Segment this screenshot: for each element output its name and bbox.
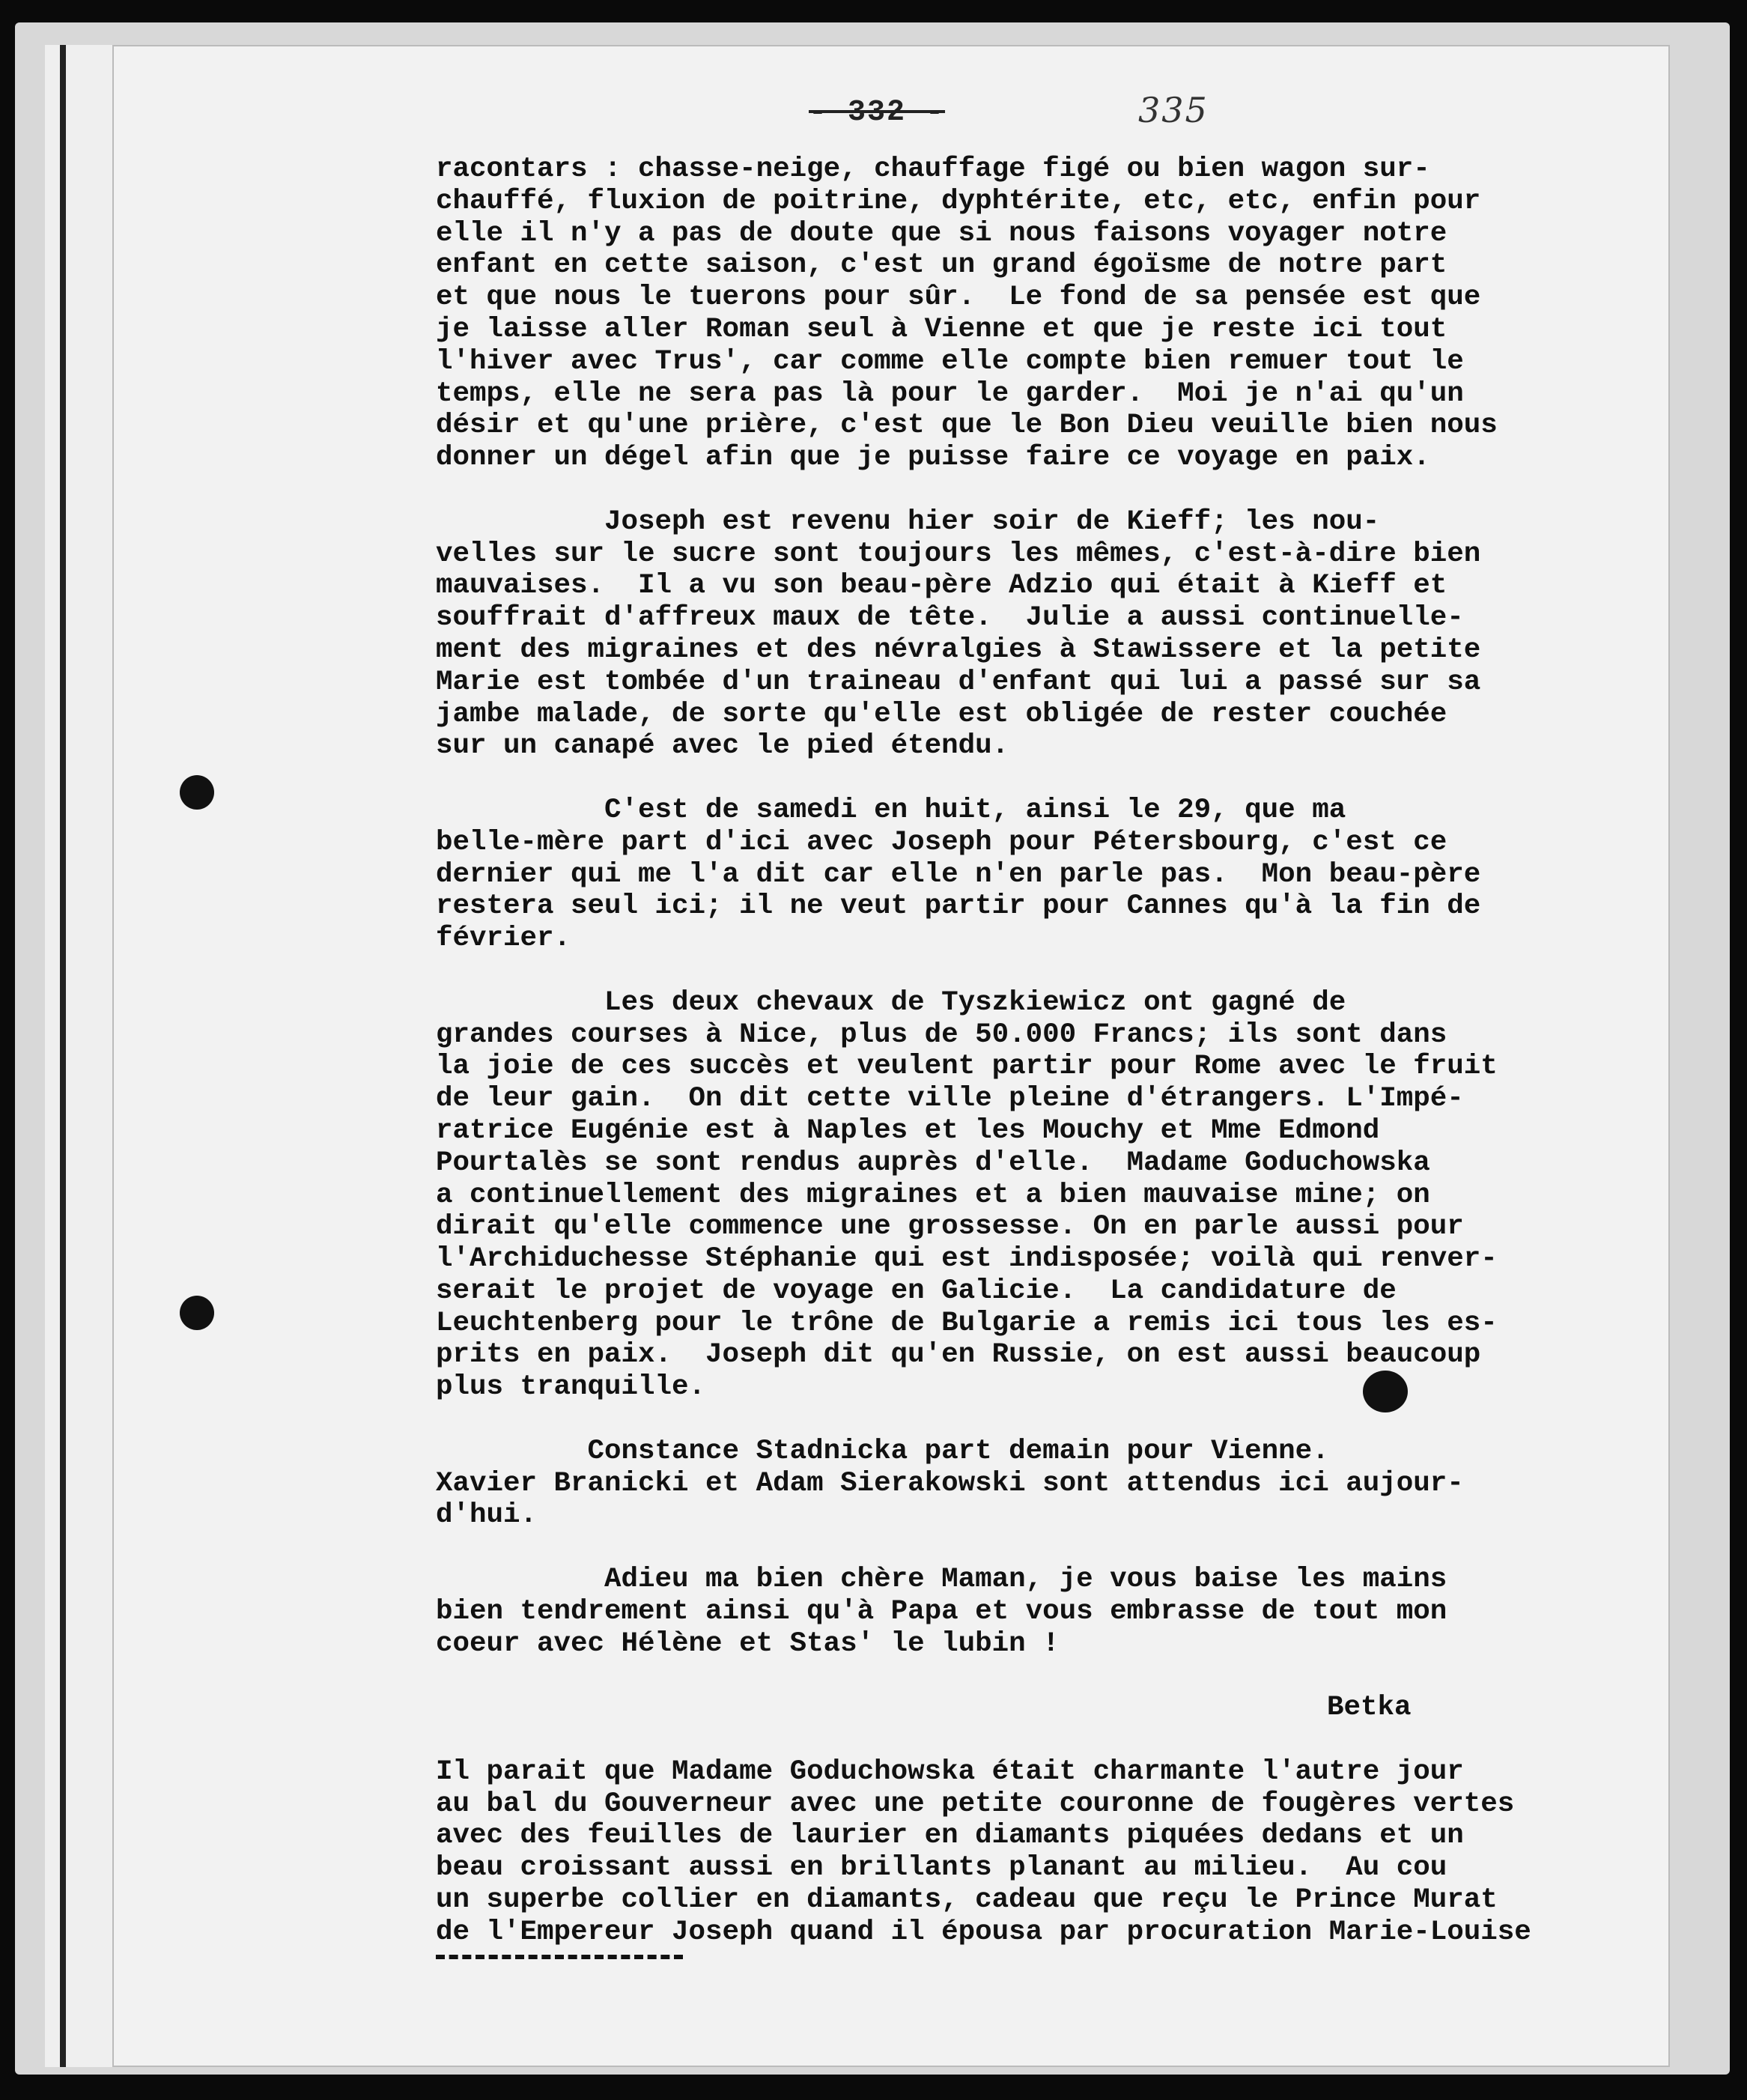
text-line: C'est de samedi en huit, ainsi le 29, que ma [436, 794, 1346, 826]
dashed-rule [436, 1955, 683, 1959]
text-line: donner un dégel afin que je puisse faire ce voyage en paix. [436, 442, 1430, 474]
text-line: de leur gain. On dit cette ville pleine d'étrangers. L'Impé- [436, 1083, 1464, 1115]
text-line: velles sur le sucre sont toujours les mêmes, c'est-à-dire bien [436, 538, 1481, 570]
postscript-line: de l'Empereur Joseph quand il épousa par procuration Marie-Louise [436, 1916, 1531, 1948]
punch-hole-icon [180, 1296, 214, 1330]
text-line: d'hui. [436, 1499, 538, 1532]
page-number-handwritten: 335 [1138, 90, 1209, 130]
text-line: a continuellement des migraines et a bien mauvaise mine; on [436, 1179, 1430, 1211]
text-line: Constance Stadnicka part demain pour Vienne. [436, 1435, 1329, 1467]
page-number [809, 90, 1209, 130]
text-line: serait le projet de voyage en Galicie. La candidature de [436, 1275, 1397, 1307]
text-line: Xavier Branicki et Adam Sierakowski sont attendus ici aujour- [436, 1467, 1464, 1499]
text-line: dirait qu'elle commence une grossesse. On en parle aussi pour [436, 1211, 1464, 1243]
paragraph-gap [436, 1660, 1664, 1692]
binder-strip [60, 45, 66, 2067]
paragraph-gap [436, 1724, 1664, 1756]
letter-body [436, 154, 1664, 1949]
text-line: Adieu ma bien chère Maman, je vous baise les mains [436, 1564, 1447, 1596]
text-line: prits en paix. Joseph dit qu'en Russie, on est aussi beaucoup [436, 1339, 1481, 1371]
text-line: dernier qui me l'a dit car elle n'en parle pas. Mon beau-père [436, 858, 1481, 890]
paragraph-gap [436, 474, 1664, 506]
text-line: restera seul ici; il ne veut partir pour Cannes qu'à la fin de [436, 890, 1481, 923]
text-line: ment des migraines et des névralgies à Stawissere et la petite [436, 634, 1481, 666]
text-line: je laisse aller Roman seul à Vienne et que je reste ici tout [436, 313, 1447, 345]
postscript-line: Il parait que Madame Goduchowska était charmante l'autre jour [436, 1755, 1464, 1788]
text-line: Marie est tombée d'un traineau d'enfant qui lui a passé sur sa [436, 666, 1481, 698]
text-line: Pourtalès se sont rendus auprès d'elle. Madame Goduchowska [436, 1147, 1430, 1179]
text-line: plus tranquille. [436, 1371, 706, 1403]
text-line: jambe malade, de sorte qu'elle est obligée de rester couchée [436, 698, 1447, 730]
binder-edge [45, 45, 115, 2067]
paragraph-gap [436, 1403, 1664, 1436]
postscript-line: un superbe collier en diamants, cadeau que reçu le Prince Murat [436, 1884, 1498, 1917]
paragraph-gap [436, 955, 1664, 987]
text-line: belle-mère part d'ici avec Joseph pour Pétersbourg, c'est ce [436, 826, 1447, 858]
text-line: temps, elle ne sera pas là pour le garder. Moi je n'ai qu'un [436, 377, 1464, 410]
text-line: et que nous le tuerons pour sûr. Le fond de sa pensée est que [436, 282, 1481, 314]
text-line: sur un canapé avec le pied étendu. [436, 730, 1009, 762]
text-line: grandes courses à Nice, plus de 50.000 Francs; ils sont dans [436, 1019, 1447, 1051]
text-line: la joie de ces succès et veulent partir pour Rome avec le fruit [436, 1051, 1498, 1083]
text-line: elle il n'y a pas de doute que si nous faisons voyager notre [436, 217, 1447, 249]
text-line: l'hiver avec Trus', car comme elle compte bien remuer tout le [436, 345, 1464, 377]
postscript-line: beau croissant aussi en brillants planant au milieu. Au cou [436, 1852, 1447, 1884]
text-line: racontars : chasse-neige, chauffage figé ou bien wagon sur- [436, 154, 1430, 185]
text-line: désir et qu'une prière, c'est que le Bon Dieu veuille bien nous [436, 410, 1498, 442]
text-line: mauvaises. Il a vu son beau-père Adzio qui était à Kieff et [436, 570, 1447, 602]
postscript-line: au bal du Gouverneur avec une petite couronne de fougères vertes [436, 1788, 1515, 1820]
page-number-struck: - 332 - [809, 96, 946, 130]
signature: Betka [1327, 1692, 1412, 1724]
text-line: enfant en cette saison, c'est un grand égoïsme de notre part [436, 249, 1447, 282]
text-line: coeur avec Hélène et Stas' le lubin ! [436, 1627, 1060, 1660]
paragraph-gap [436, 762, 1664, 795]
text-line: l'Archiduchesse Stéphanie qui est indisposée; voilà qui renver- [436, 1243, 1498, 1275]
text-line: souffrait d'affreux maux de tête. Julie a aussi continuelle- [436, 602, 1464, 634]
text-line: ratrice Eugénie est à Naples et les Mouchy et Mme Edmond [436, 1114, 1380, 1147]
paragraph-gap [436, 1532, 1664, 1564]
text-line: Joseph est revenu hier soir de Kieff; les nou- [436, 506, 1380, 538]
punch-hole-icon [180, 775, 214, 810]
text-line: Leuchtenberg pour le trône de Bulgarie a remis ici tous les es- [436, 1307, 1498, 1339]
text-line: chauffé, fluxion de poitrine, dyphtérite, etc, etc, enfin pour [436, 185, 1481, 217]
text-line: bien tendrement ainsi qu'à Papa et vous embrasse de tout mon [436, 1595, 1447, 1627]
text-line: février. [436, 923, 571, 955]
postscript-line: avec des feuilles de laurier en diamants piquées dedans et un [436, 1820, 1464, 1852]
text-line: Les deux chevaux de Tyszkiewicz ont gagné de [436, 986, 1346, 1019]
